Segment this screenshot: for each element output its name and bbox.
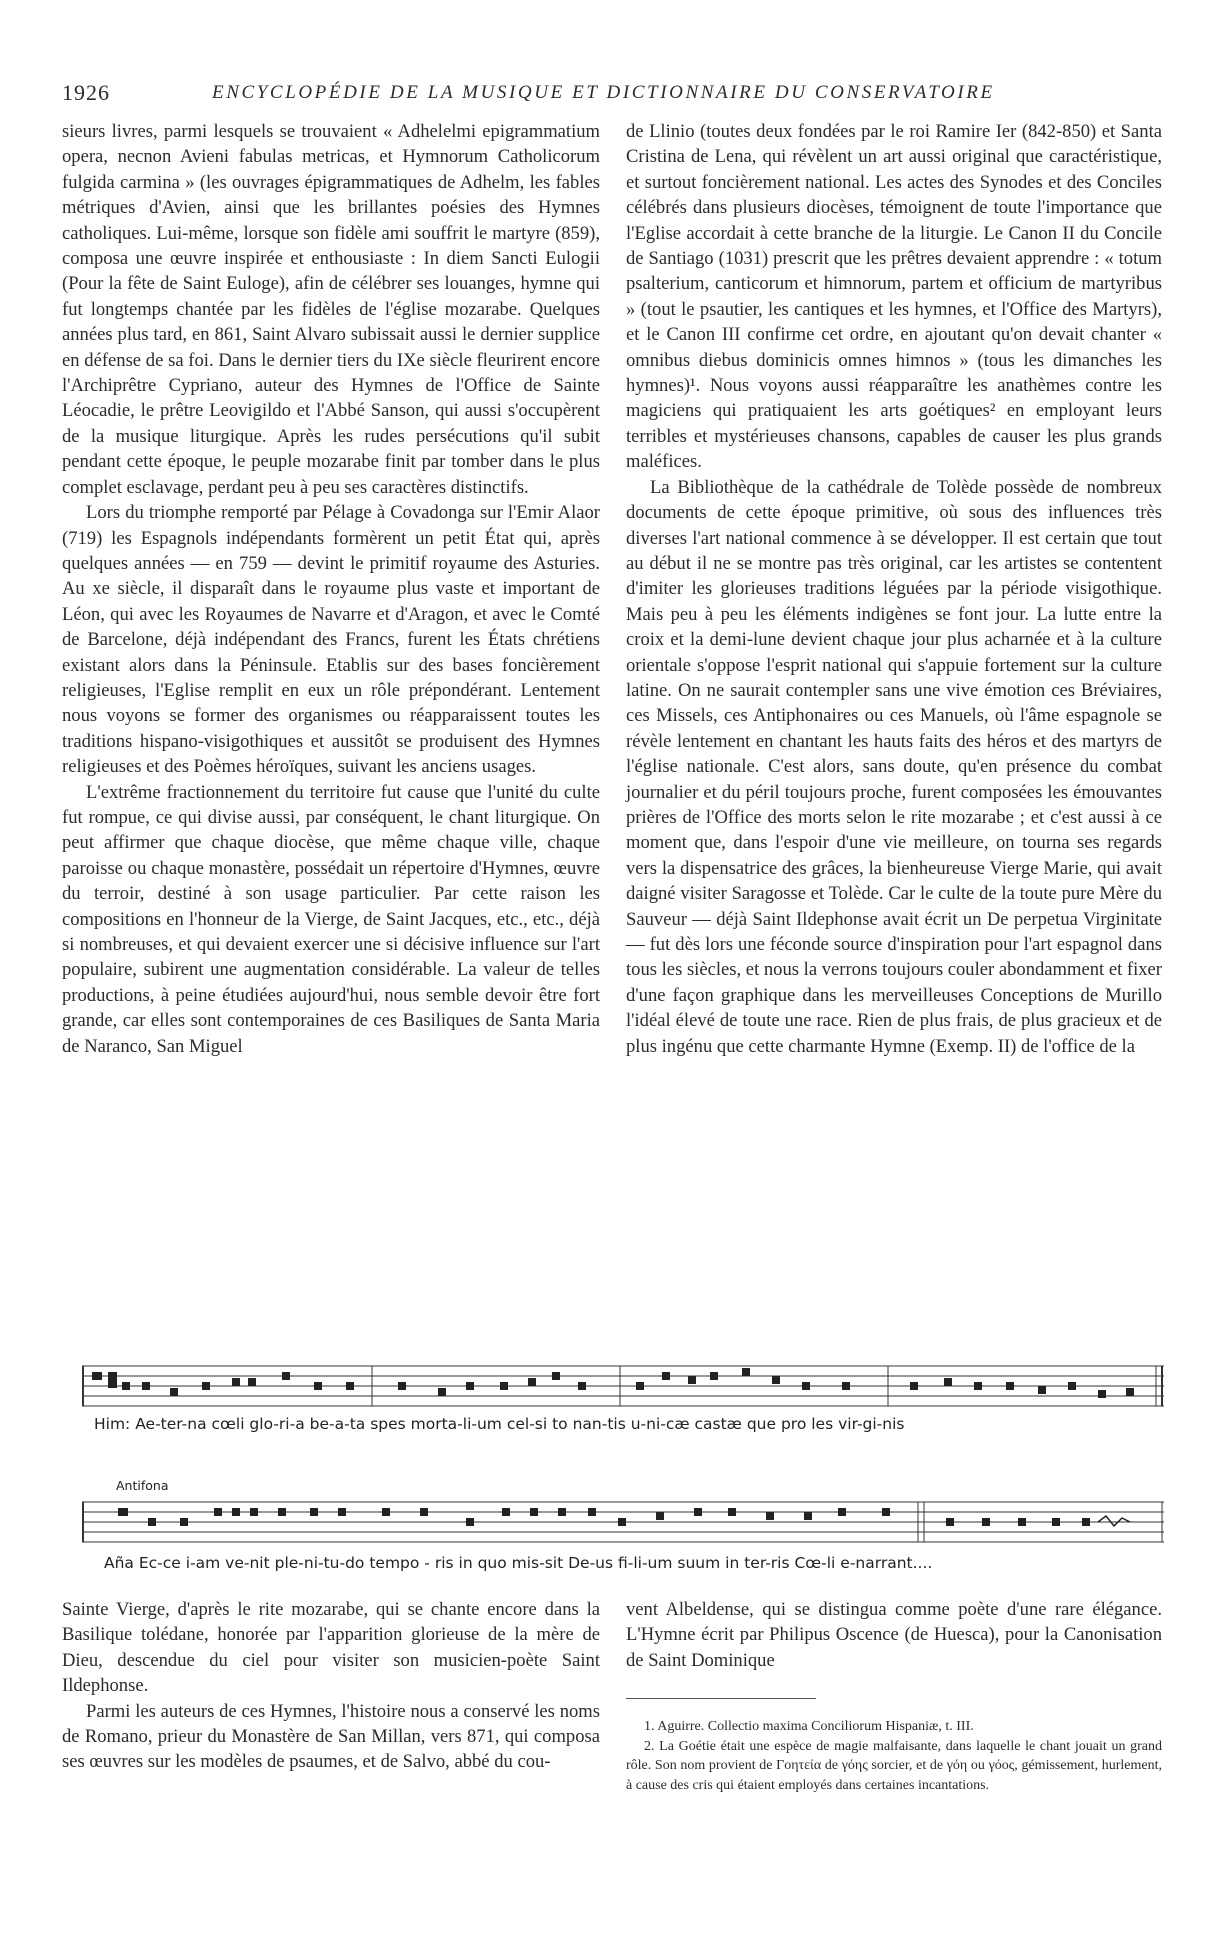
antifona-label: Antifona	[116, 1478, 169, 1493]
paragraph: Sainte Vierge, d'après le rite mozarabe, qui se chante encore dans la Basilique tolédane, honorée par l'apparition glorieuse de la mère de Dieu, descendue du ciel pour visiter son musicien-poète Saint Ildephonse.	[62, 1599, 600, 1697]
paragraph: Parmi les auteurs de ces Hymnes, l'histoire nous a conservé les noms de Romano, prieur du Monastère de San Millan, vers 871, qui composa ses œuvres sur les modèles de psaumes, et de Salvo, abbé du cou-	[62, 1700, 600, 1773]
paragraph: vent Albeldense, qui se distingua comme poète d'une rare élégance. L'Hymne écrit par Philipus Oscence (de Huesca), pour la Canonisation de Saint Dominique	[626, 1599, 1162, 1671]
footnote: 1. Aguirre. Collectio maxima Conciliorum Hispaniæ, t. III.	[644, 1719, 974, 1734]
paragraph: de Llinio (toutes deux fondées par le roi Ramire Ier (842-850) et Santa Cristina de Lena, qui révèlent un art aussi original que caractéristique, et surtout foncièrement national. Les actes des Synodes et des Conciles célébrés dans plusieurs diocèses, témoignent de toute l'importance que l'Eglise accordait à cette branche de la liturgie. Le Canon II du Concile de Santiago (1031) prescrit que les prêtres devaient apprendre : « totum psalterium, canticorum et himnorum, partem et officium de martyribus » (tout le psautier, les cantiques et les hymnes, et l'Office des Martyrs), et le Canon III confirme cet ordre, en ajoutant qu'on devait chanter « omnibus diebus dominicis omnes himnos » (tous les dimanches les hymnes)¹. Nous voyons aussi réapparaître les anathèmes contre les magiciens qui pratiquaient les arts goétiques² en employant leurs terribles et mystérieuses chansons, capables de causer les plus grands maléfices.	[626, 121, 1162, 473]
footnote-rule	[626, 1698, 816, 1699]
music-staff	[82, 1360, 1164, 1408]
page-number: 1926	[62, 80, 110, 105]
music-example-antiphon	[82, 1478, 1164, 1578]
footnote: 2. La Goétie était une espèce de magie malfaisante, dans laquelle le chant jouait un grand rôle. Son nom provient de Γοητεία de γόης sorcier, et de γόη ou γόος, gémissement, hurlement, à cause des cris qui étaient employés dans certaines incantations.	[626, 1738, 1162, 1793]
running-title: ENCYCLOPÉDIE DE LA MUSIQUE ET DICTIONNAIRE DU CONSERVATOIRE	[212, 82, 995, 103]
neumes	[118, 1508, 1090, 1526]
music-staff	[82, 1496, 1164, 1544]
footnotes	[626, 1717, 1162, 1795]
running-header	[62, 80, 1167, 108]
paragraph: sieurs livres, parmi lesquels se trouvaient « Adhelelmi epigrammatium opera, necnon Avieni fabulas metricas, et Hymnorum Catholicorum fulgida carmina » (les ouvrages épigrammatiques de Adhelm, les fables métriques d'Avien, ainsi que les brillantes poésies des Hymnes catholiques. Lui-même, lorsque son fidèle ami souffrit le martyre (859), composa une œuvre inspirée et enthousiaste : In diem Sancti Eulogii (Pour la fête de Saint Euloge), afin de célébrer ses louanges, hymne qui fut longtemps chantée par les fidèles de l'église mozarabe. Quelques années plus tard, en 861, Saint Alvaro subissait aussi le dernier supplice en défense de sa foi. Dans le dernier tiers du IXe siècle fleurirent encore l'Archiprêtre Cypriano, auteur des Hymnes de l'Office de Sainte Léocadie, le prêtre Leovigildo et l'Abbé Sanson, qui aussi s'occupèrent de la musique liturgique. Après les rudes persécutions qu'il subit pendant cette époque, le peuple mozarabe finit par tomber dans le plus complet esclavage, perdant peu à peu ses caractères distinctifs.	[62, 121, 600, 498]
bottom-left-column	[62, 1597, 600, 1775]
neumes	[92, 1368, 1134, 1398]
right-column	[626, 119, 1162, 1059]
left-column	[62, 119, 600, 1059]
music-example-hymn	[82, 1360, 1164, 1440]
hymn-lyrics: Him: Ae-ter-na cœli glo-ri-a be-a-ta spes morta-li-um cel-si to nan-tis u-ni-cæ castæ que pro les vir-gi-nis	[94, 1415, 905, 1433]
paragraph: Lors du triomphe remporté par Pélage à Covadonga sur l'Emir Alaor (719) les Espagnols indépendants formèrent un petit État qui, après quelques années — en 759 — devint le primitif royaume des Asturies. Au xe siècle, il disparaît dans le royaume plus vaste et important de Léon, qui avec les Royaumes de Navarre et d'Aragon, et avec le Comté de Barcelone, déjà indépendant des Francs, furent les États chrétiens existant alors dans la Péninsule. Etablis sur des bases foncièrement religieuses, l'Eglise remplit en eux un rôle prépondérant. Lentement nous voyons se former des organismes ou réapparaissent toutes les traditions hispano-visigothiques et aussitôt se produisent des Hymnes religieuses et des Poèmes héroïques, suivant les anciens usages.	[62, 502, 600, 778]
bottom-right-column	[626, 1597, 1162, 1673]
paragraph: La Bibliothèque de la cathédrale de Tolède possède de nombreux documents de cette époque primitive, où sous des influences très diverses l'art national commence à se développer. Il est certain que tout au début il ne se montre pas très original, car les artistes se contentent d'imiter les glorieuses traditions léguées par la période visigothique. Mais peu à peu les éléments indigènes se font jour. La lutte entre la croix et la demi-lune devient chaque jour plus acharnée et à la culture orientale s'oppose l'esprit national qui s'appuie fortement sur la culture latine. On ne saurait contempler sans une vive émotion ces Bréviaires, ces Missels, ces Antiphonaires ou ces Manuels, où l'âme espagnole se révèle lentement en chantant les hauts faits des héros et des martyrs de l'église nationale. C'est alors, sans doute, qu'en présence du combat journalier et du péril toujours proche, furent composées les émouvantes prières de l'Office des morts selon le rite mozarabe ; et c'est aussi à ce moment que, dans l'espoir d'une vie meilleure, on tourna ses regards vers la dispensatrice des grâces, la bienheureuse Vierge Marie, qui avait daigné visiter Saragosse et Tolède. Car le culte de la toute pure Mère du Sauveur — déjà Saint Ildephonse avait écrit un De perpetua Virginitate — fut dès lors une féconde source d'inspiration pour l'art espagnol dans tous les siècles, et nous la verrons toujours couler abondamment et fixer d'une façon graphique dans les merveilleuses Conceptions de Murillo l'idéal élevé de toute une race. Rien de plus frais, de plus gracieux et de plus ingénu que cette charmante Hymne (Exemp. II) de l'office de la	[626, 476, 1162, 1057]
antiphon-lyrics: Aña Ec-ce i-am ve-nit ple-ni-tu-do tempo - ris in quo mis-sit De-us fi-li-um suum in ter-ris Cœ-li e-narrant....	[104, 1554, 933, 1572]
paragraph: L'extrême fractionnement du territoire fut cause que l'unité du culte fut rompue, ce qui divise aussi, par conséquent, le chant liturgique. On peut affirmer que chaque diocèse, que même chaque ville, chaque paroisse ou chaque monastère, possédait un répertoire d'Hymnes, œuvre du terroir, destiné à son usage particulier. Par cette raison les compositions en l'honneur de la Vierge, de Saint Jacques, etc., etc., déjà si nombreuses, et qui devaient exercer une si décisive influence sur l'art populaire, subirent une augmentation considérable. La valeur de telles productions, à peine étudiées aujourd'hui, nous semble devoir être fort grande, car elles sont contemporaines de ces Basiliques de Santa Maria de Naranco, San Miguel	[62, 781, 600, 1057]
